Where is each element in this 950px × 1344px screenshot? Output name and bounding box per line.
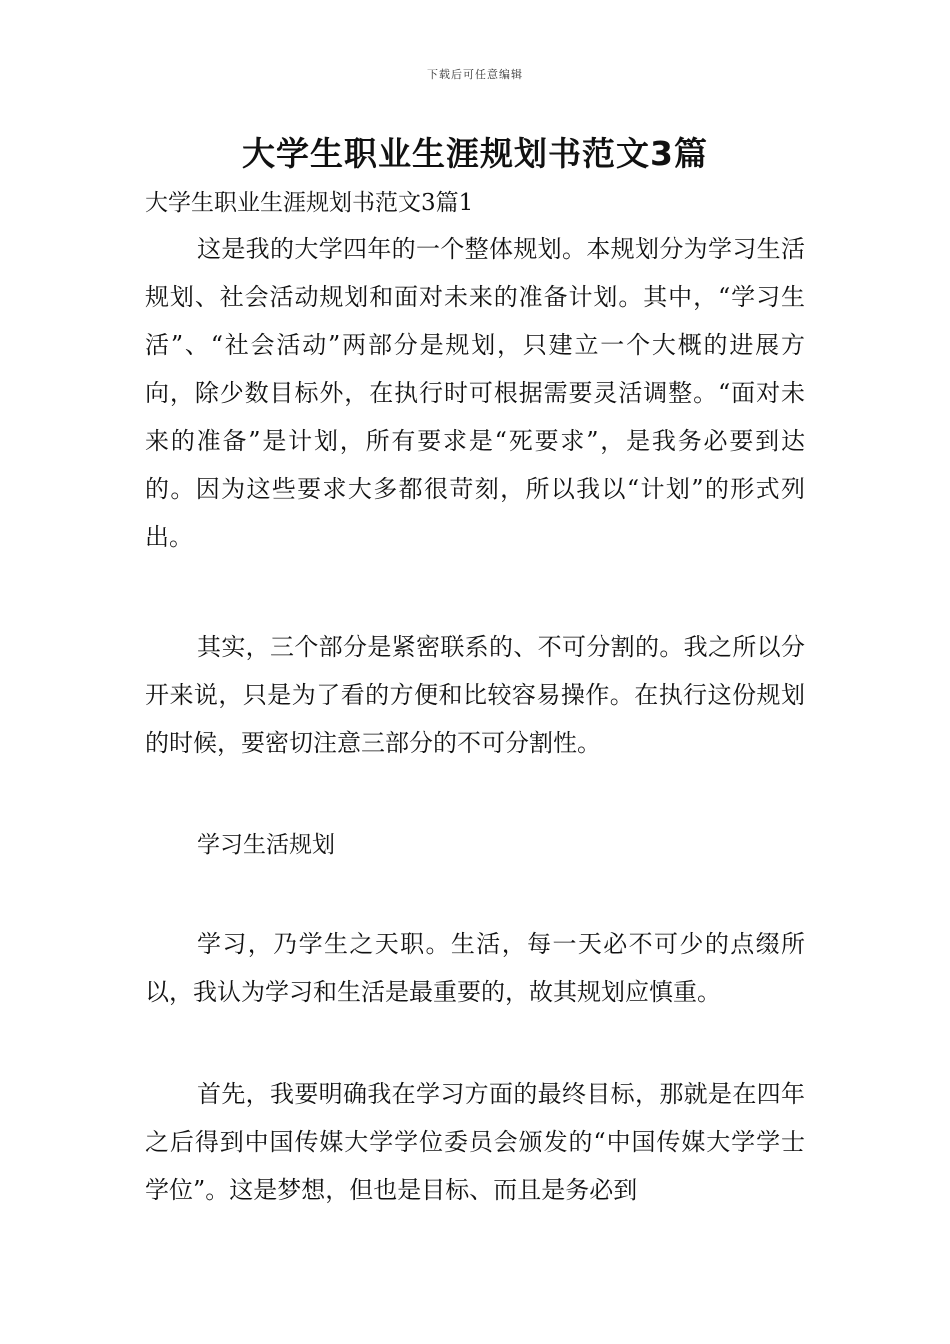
paragraph: 首先，我要明确我在学习方面的最终目标，那就是在四年之后得到中国传媒大学学位委员会颁发的“中国传媒大学学士学位”。这是梦想，但也是目标、而且是务必到 <box>145 1080 805 1204</box>
header-note: 下载后可任意编辑 <box>427 68 523 81</box>
paragraph: 学习，乃学生之天职。生活，每一天必不可少的点缀所以，我认为学习和生活是最重要的，故其规划应慎重。 <box>145 930 805 1006</box>
paragraph: 其实，三个部分是紧密联系的、不可分割的。我之所以分开来说，只是为了看的方便和比较容易操作。在执行这份规划的时候，要密切注意三部分的不可分割性。 <box>145 633 805 757</box>
section-subtitle: 大学生职业生涯规划书范文3篇1 <box>145 190 474 216</box>
document-title: 大学生职业生涯规划书范文3篇 <box>242 134 708 173</box>
paragraph: 这是我的大学四年的一个整体规划。本规划分为学习生活规划、社会活动规划和面对未来的准备计划。其中，“学习生活”、“社会活动”两部分是规划，只建立一个大概的进展方向，除少数目标外，在执行时可根据需要灵活调整。“面对未来的准备”是计划，所有要求是“死要求”，是我务必要到达的。因为这些要求大多都很苛刻，所以我以“计划”的形式列出。 <box>145 235 805 551</box>
section-heading: 学习生活规划 <box>197 832 335 858</box>
